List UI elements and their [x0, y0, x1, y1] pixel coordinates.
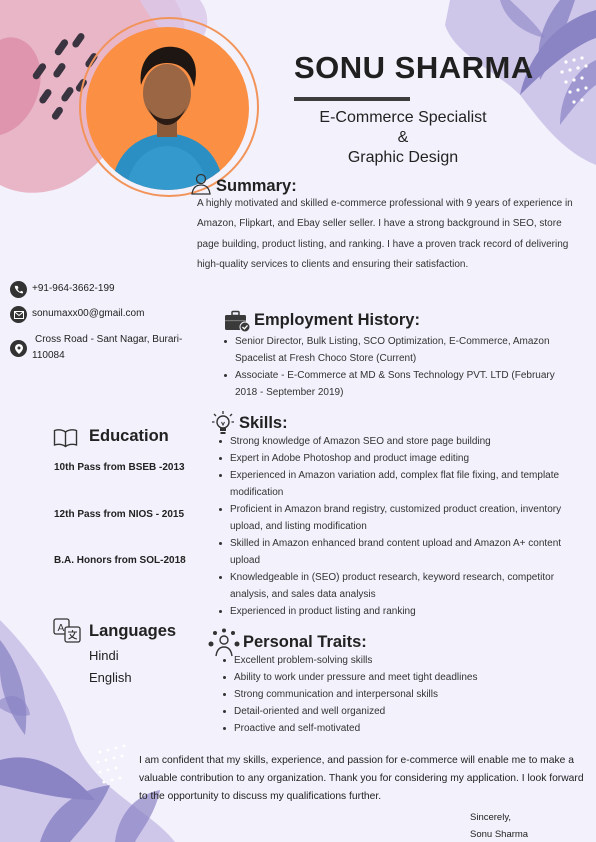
job-title-line2: Graphic Design [347, 149, 459, 166]
profile-photo [86, 27, 249, 190]
svg-text:A: A [57, 623, 65, 634]
skill-item: Expert in Adobe Photoshop and product image editing [218, 450, 574, 467]
education-item: 12th Pass from NIOS - 2015 [54, 509, 185, 520]
open-book-icon [53, 428, 78, 448]
summary-text: A highly motivated and skilled e-commerce professional with 9 years of experience in Amazon, Flipkart, and Ebay seller seller. I have a strong background in SEO, store page building, product listing, and ranking. I have a proven track record of delivering high-quality services to clients and ensuring their satisfaction. [197, 198, 573, 271]
email-text[interactable]: sonumaxx00@gmail.com [32, 308, 145, 319]
skill-item: Experienced in product listing and ranking [218, 603, 574, 620]
language-item: Hindi [89, 648, 119, 663]
trait-item: Detail-oriented and well organized [222, 703, 572, 720]
language-item: English [89, 670, 132, 685]
education-item: 10th Pass from BSEB -2013 [54, 462, 185, 473]
skills-heading: Skills: [239, 414, 288, 432]
person-silhouette [86, 27, 249, 190]
trait-item: Strong communication and interpersonal skills [222, 686, 572, 703]
job-title-ampersand: & [397, 129, 409, 146]
briefcase-icon [224, 310, 251, 333]
education-heading: Education [89, 427, 169, 445]
signoff: Sincerely, [470, 812, 512, 823]
person-icon [190, 172, 212, 196]
skill-item: Skilled in Amazon enhanced brand content upload and Amazon A+ content upload [218, 535, 574, 569]
traits-list [222, 652, 572, 737]
location-pin-icon [10, 340, 27, 357]
trait-item: Proactive and self-motivated [222, 720, 572, 737]
employment-item: Senior Director, Bulk Listing, SCO Optimization, E-Commerce, Amazon Spacelist at Fresh Choco Store (Current) [223, 333, 568, 367]
contact-phone [10, 281, 205, 298]
trait-item: Ability to work under pressure and meet tight deadlines [222, 669, 572, 686]
job-title [296, 108, 510, 168]
traits-heading: Personal Traits: [243, 633, 367, 651]
name-underline [294, 97, 410, 101]
job-title-line1: E-Commerce Specialist [319, 109, 487, 126]
address-text: Cross Road - Sant Nagar, Burari-110084 [32, 334, 183, 361]
employment-item: Associate - E-Commerce at MD & Sons Technology PVT. LTD (February 2018 - September 2019) [223, 367, 568, 401]
education-item: B.A. Honors from SOL-2018 [54, 555, 186, 566]
skill-item: Knowledgeable in (SEO) product research, keyword research, competitor analysis, and sales data analysis [218, 569, 574, 603]
signature-name: Sonu Sharma [470, 829, 529, 840]
candidate-name: SONU SHARMA [294, 50, 534, 85]
skill-item: Proficient in Amazon brand registry, customized product creation, inventory upload, and listing modification [218, 501, 574, 535]
email-icon [10, 306, 27, 323]
summary-heading: Summary: [216, 177, 297, 195]
employment-list [223, 333, 568, 401]
skills-list [218, 433, 574, 620]
skill-item: Strong knowledge of Amazon SEO and store page building [218, 433, 574, 450]
employment-heading: Employment History: [254, 311, 420, 329]
phone-icon [10, 281, 27, 298]
contact-address [10, 332, 205, 364]
phone-text: +91-964-3662-199 [32, 283, 115, 294]
trait-item: Excellent problem-solving skills [222, 652, 572, 669]
dot-pattern-bottom-left [97, 745, 126, 784]
contact-email [10, 306, 205, 323]
closing-paragraph: I am confident that my skills, experience, and passion for e-commerce will enable me to make a valuable contribution to any organization. Thank you for considering my application. I look forward to the opportunity to discuss my qualifications further. [139, 755, 584, 802]
translate-icon [53, 618, 83, 644]
languages-heading: Languages [89, 622, 177, 640]
skill-item: Experienced in Amazon variation add, complex flat file fixing, and template modification [218, 467, 574, 501]
